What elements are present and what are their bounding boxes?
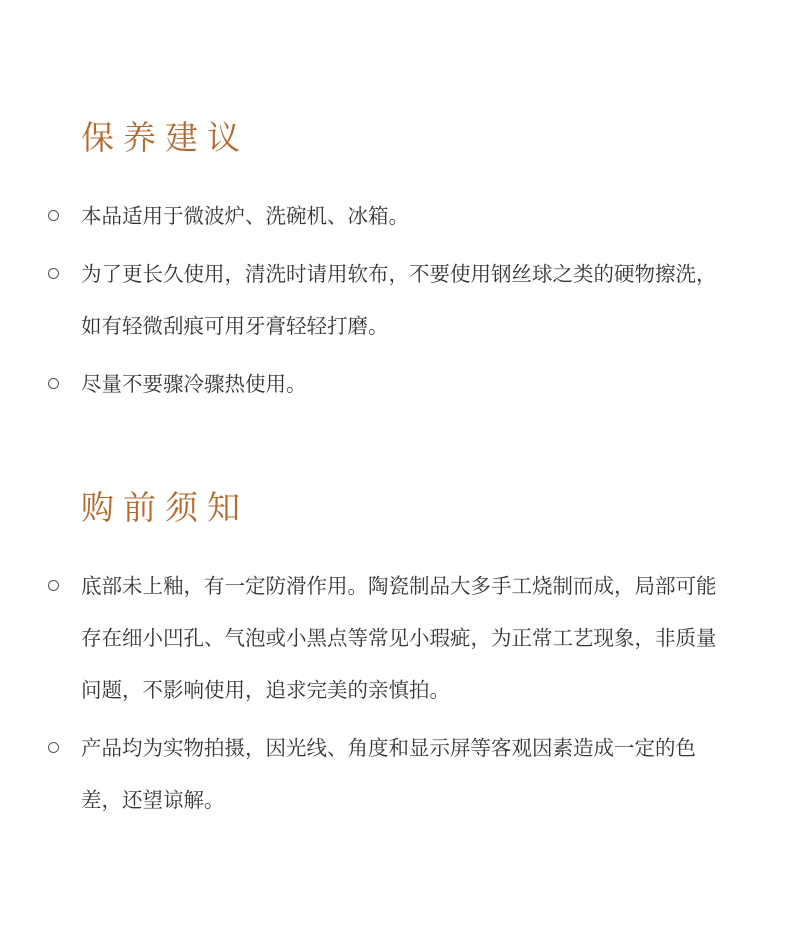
list-item-text: 底部未上釉，有一定防滑作用。陶瓷制品大多手工烧制而成，局部可能存在细小凹孔、气泡或小黑点等常见小瑕疵，为正常工艺现象，非质量问题，不影响使用，追求完美的亲慎拍。 [81, 574, 717, 702]
circle-bullet-icon [48, 268, 59, 279]
circle-bullet-icon [48, 742, 59, 753]
circle-bullet-icon [48, 378, 59, 389]
circle-bullet-icon [48, 580, 59, 591]
list-item [0, 560, 731, 716]
care-heading: 保养建议 [81, 118, 249, 157]
list-item [0, 248, 731, 352]
circle-bullet-icon [48, 210, 59, 221]
list-item-text: 产品均为实物拍摄，因光线、角度和显示屏等客观因素造成一定的色差，还望谅解。 [81, 736, 696, 812]
list-item-text: 本品适用于微波炉、洗碗机、冰箱。 [81, 204, 409, 228]
list-item [0, 722, 731, 826]
list-item [0, 190, 731, 242]
care-list [0, 190, 790, 416]
list-item-text: 为了更长久使用，清洗时请用软布，不要使用钢丝球之类的硬物擦洗，如有轻微刮痕可用牙膏轻轻打磨。 [81, 262, 717, 338]
list-item [0, 358, 731, 410]
purchase-heading: 购前须知 [81, 488, 249, 527]
purchase-list [0, 560, 790, 832]
list-item-text: 尽量不要骤冷骤热使用。 [81, 372, 307, 396]
